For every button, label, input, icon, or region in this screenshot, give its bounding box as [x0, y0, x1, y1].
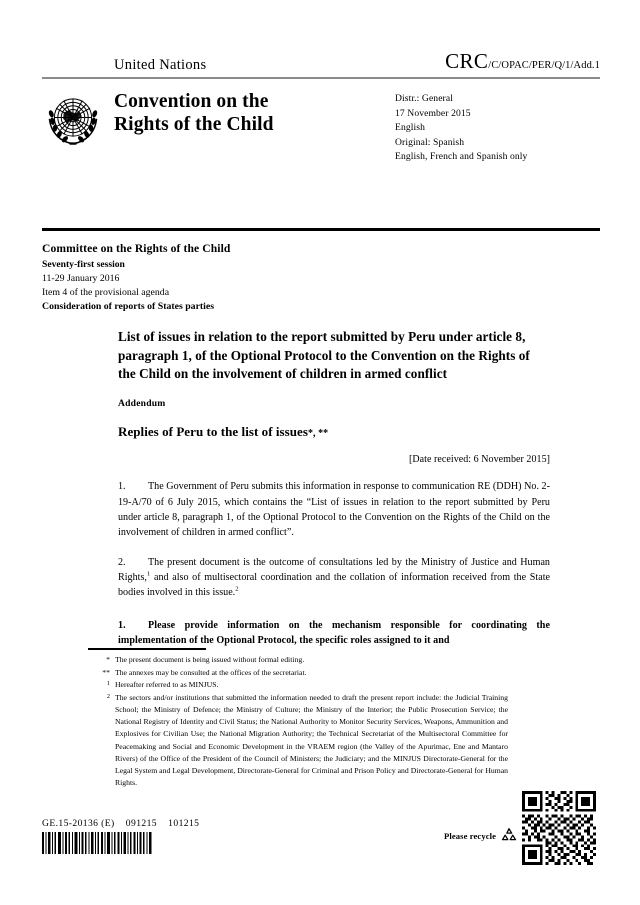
footnote-asterisk-mark: *: [106, 655, 110, 664]
distr-line-language: English: [395, 122, 426, 134]
committee-block: [42, 241, 600, 314]
recycle-notice: [444, 826, 519, 846]
footnote-2-text: The sectors and/or institutions that submitted the information needed to draft the present report include: the Judicial Training School; the Ministry of Defence; the Ministry of Culture; the Ministry of the Interior; the Public Prosecution Service; the National Registry of Identity and Civil Status; the National Authority to Monitor Security Services, Weapons, Ammunition and Explosives for Civilian Use; the National Migration Authority; the Technical Secretariat of the Multisectoral Committee for Peacemaking and Social and Economic Development in the VRAEM region (the Valley of the Apurimac, Ene and Mantaro Rivers) of the Office of the President of the Council of Ministers; the Judiciary; and the MINJUS Directorate-General for the Legal System and Legal Development, Directorate-General for Criminal and Prison Policy and Directorate-General for Human Rights.: [115, 692, 508, 788]
distribution-block: [395, 88, 600, 165]
convention-title: [114, 90, 395, 136]
question-1-text: Please provide information on the mechanism responsible for coordinating the implementation of the Optional Protocol, the specific roles assigned to it and: [118, 619, 550, 647]
masthead: [42, 49, 600, 165]
footnote-double-asterisk-text: The annexes may be consulted at the offices of the secretariat.: [115, 667, 307, 677]
footnote-ref-2[interactable]: 2: [235, 585, 239, 593]
paragraph-2-text-part1: The present document is the outcome of consultations led by the Ministry of Justice and Human Rights,: [118, 556, 550, 583]
replies-heading-footnote-marks: *, **: [307, 428, 329, 440]
committee-dates: 11-29 January 2016: [42, 272, 120, 284]
footnote-separator: [88, 648, 206, 650]
un-emblem-icon: [42, 89, 104, 151]
addendum-label: Addendum: [118, 398, 166, 410]
document-symbol: [445, 49, 600, 74]
question-1-number: 1.: [118, 619, 126, 631]
distr-line-languages-only: English, French and Spanish only: [395, 151, 528, 163]
footnote-2: [88, 692, 508, 789]
convention-title-line-1: Convention on the: [114, 91, 269, 112]
paragraph-2-number: 2.: [118, 556, 126, 568]
footnote-asterisk: [88, 654, 508, 666]
replies-heading: [118, 424, 550, 440]
distr-line-original: Original: Spanish: [395, 136, 465, 148]
footnote-1: [88, 679, 508, 691]
date-received: [Date received: 6 November 2015]: [409, 454, 550, 466]
committee-name: Committee on the Rights of the Child: [42, 242, 231, 255]
page-title: List of issues in relation to the report submitted by Peru under article 8, paragraph 1, of the Optional Protocol to the Convention on the Rights of the Child on the involvement of children in armed conflict: [118, 329, 530, 382]
convention-title-line-2: Rights of the Child: [114, 114, 274, 135]
document-symbol-main: CRC: [445, 49, 489, 73]
footnote-1-text: Hereafter referred to as MINJUS.: [115, 680, 219, 690]
paragraph-1: [118, 479, 550, 540]
footnote-1-mark: 1: [106, 680, 110, 688]
paragraph-1-number: 1.: [118, 481, 126, 493]
footnote-double-asterisk: [88, 667, 508, 679]
distr-line-date: 17 November 2015: [395, 107, 471, 119]
paragraph-2: [118, 555, 550, 601]
footnote-2-mark: 2: [106, 692, 110, 700]
document-symbol-sub: /C/OPAC/PER/Q/1/Add.1: [488, 60, 600, 71]
committee-agenda-item: Item 4 of the provisional agenda: [42, 286, 170, 298]
footnote-ref-1[interactable]: 1: [146, 570, 151, 578]
masthead-divider: [42, 77, 600, 79]
masthead-top-row: [42, 49, 600, 74]
paragraph-2-text-part2: and also of multisectoral coordination and the collation of information received from the State bodies involved in this issue.: [118, 571, 550, 599]
barcode-icon: [42, 832, 154, 854]
distr-line-general: Distr.: General: [395, 93, 453, 104]
emblem-cell: [42, 88, 114, 165]
paragraph-1-text: The Government of Peru submits this information in response to communication RE (DDH) No. 2-19-A/70 of 6 July 2015, which contains the “List of issues in relation to the report submitted by Peru under article 8, paragraph 1, of the Optional Protocol to the Convention on the Rights of the Child on the involvement of children in armed conflict”.: [118, 481, 550, 539]
title-cell: [114, 88, 395, 165]
section-divider: [42, 228, 600, 231]
footnote-double-asterisk-mark: **: [102, 667, 110, 677]
question-1: [118, 618, 550, 649]
document-code: GE.15-20136 (E) 091215 101215: [42, 818, 200, 829]
recycle-icon: [499, 826, 519, 846]
footnotes-block: [88, 654, 508, 790]
masthead-body: [42, 88, 600, 165]
document-content: [118, 328, 550, 649]
footnote-asterisk-text: The present document is being issued without formal editing.: [115, 655, 305, 664]
committee-agenda-topic: Consideration of reports of States parties: [42, 301, 215, 313]
committee-session: Seventy-first session: [42, 258, 125, 270]
recycle-label: Please recycle: [444, 831, 497, 841]
replies-heading-text: Replies of Peru to the list of issues: [118, 424, 308, 440]
organization-name: United Nations: [114, 57, 207, 73]
qr-code-icon: [522, 791, 596, 865]
